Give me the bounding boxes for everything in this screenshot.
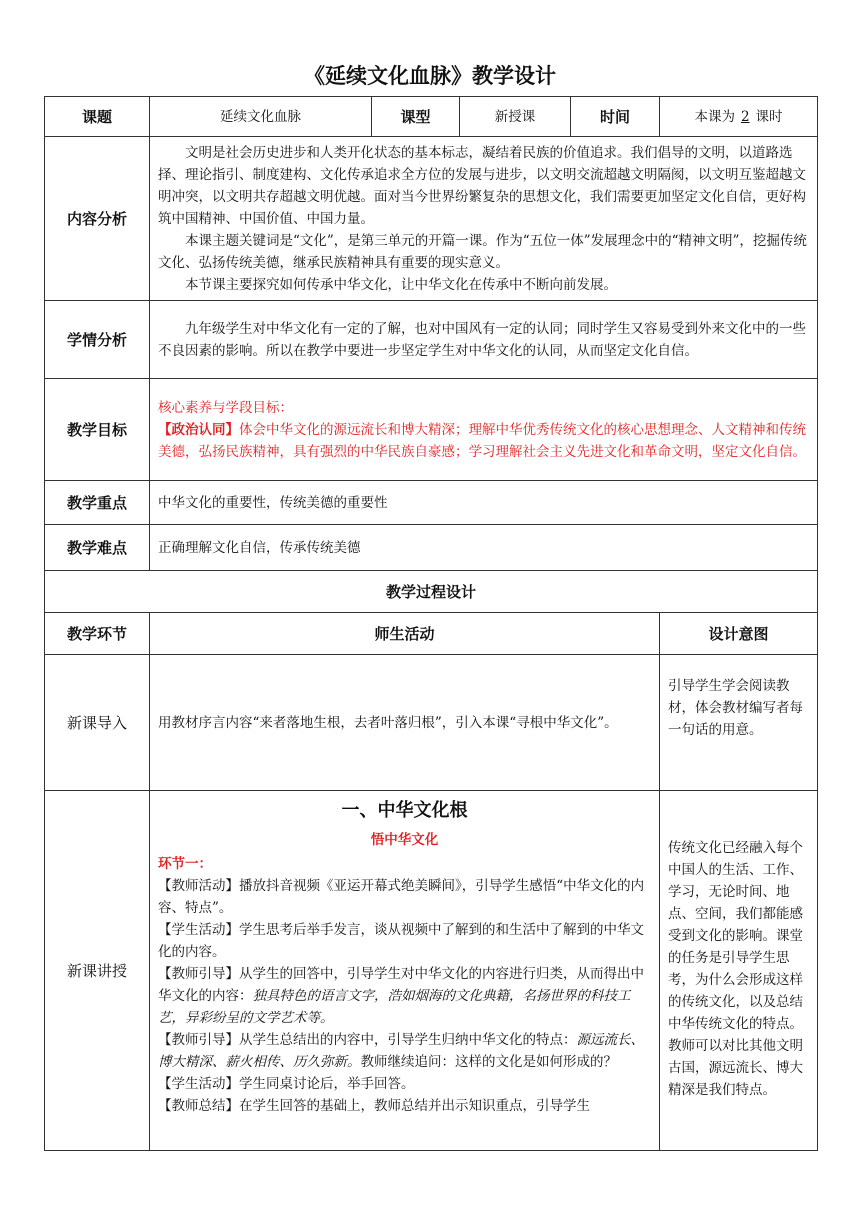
col-intent-header: 设计意图 — [660, 613, 818, 655]
objectives-heading: 核心素养与学段目标： — [158, 399, 293, 416]
process-title: 教学过程设计 — [45, 571, 818, 613]
lecture-item — [158, 1095, 651, 1117]
course-value: 延续文化血脉 — [150, 97, 372, 137]
item-text: 播放抖音视频《亚运开幕式绝美瞬间》，引导学生感悟“中华文化的内容、特点”。 — [158, 878, 645, 916]
lecture-intent: 传统文化已经融入每个中国人的生活、工作、学习，无论时间、地点、空间，我们都能感受到文化的影响。课堂的任务是引导学生思考，为什么会形成这样的传统文化，以及总结中华传统文化的特点。教师可以对比其他文明古国，源远流长、博大精深是我们特点。 — [660, 791, 818, 1151]
lecture-item — [158, 963, 651, 1029]
section-title: 一、中华文化根 — [341, 800, 468, 821]
time-number: 2 — [740, 108, 750, 125]
lecture-item — [158, 1029, 651, 1073]
objectives-row — [45, 379, 818, 481]
learning-paragraph: 九年级学生对中华文化有一定的了解，也对中国风有一定的认同；同时学生又容易受到外来文化中的一些不良因素的影响。所以在教学中要进一步坚定学生对中华文化的认同，从而坚定文化自信。 — [158, 320, 806, 359]
type-value: 新授课 — [460, 97, 571, 137]
time-value — [660, 97, 818, 137]
item-tag: 【学生活动】 — [158, 1076, 239, 1092]
item-tag: 【教师引导】 — [158, 966, 239, 982]
content-paragraph: 本节课主要探究如何传承中华文化，让中华文化在传承中不断向前发展。 — [185, 276, 617, 293]
content-paragraph: 本课主题关键词是“文化”，是第三单元的开篇一课。作为“五位一体”发展理念中的“精神文明”，挖掘传统文化、弘扬传统美德，继承民族精神具有重要的现实意义。 — [158, 232, 807, 271]
item-tag: 【教师活动】 — [158, 878, 239, 894]
difficulties-label: 教学难点 — [45, 525, 150, 571]
objectives-content: 体会中华文化的源远流长和博大精深；理解中华优秀传统文化的核心思想理念、人文精神和传统美德，弘扬民族精神，具有强烈的中华民族自豪感；学习理解社会主义先进文化和革命文明，坚定文化自信。 — [158, 421, 806, 460]
item-tag: 【教师引导】 — [158, 1032, 239, 1048]
key-points-text: 中华文化的重要性，传统美德的重要性 — [150, 481, 818, 525]
item-text: 在学生回答的基础上，教师总结并出示知识重点，引导学生 — [239, 1098, 590, 1114]
lesson-plan-table — [44, 96, 818, 1151]
objectives-text — [150, 379, 818, 481]
content-analysis-label: 内容分析 — [45, 137, 150, 301]
intro-activity: 用教材序言内容“来者落地生根，去者叶落归根”，引入本课“寻根中华文化”。 — [150, 655, 660, 791]
key-points-label: 教学重点 — [45, 481, 150, 525]
process-header-row — [45, 613, 818, 655]
type-label: 课型 — [372, 97, 460, 137]
learning-analysis-text — [150, 301, 818, 379]
time-suffix: 课时 — [755, 108, 783, 125]
learning-analysis-row — [45, 301, 818, 379]
time-label: 时间 — [571, 97, 660, 137]
item-text: 教师继续追问：这样的文化是如何形成的？ — [360, 1054, 617, 1070]
col-stage-header: 教学环节 — [45, 613, 150, 655]
lecture-stage: 新课讲授 — [45, 791, 150, 1151]
item-tag: 【教师总结】 — [158, 1098, 239, 1114]
step-label: 环节一： — [158, 856, 212, 872]
process-title-row — [45, 571, 818, 613]
item-emphasis: 源远流长、博大精深、薪火相传、历久弥新。 — [158, 1032, 644, 1070]
objectives-label: 教学目标 — [45, 379, 150, 481]
learning-analysis-label: 学情分析 — [45, 301, 150, 379]
lecture-item — [158, 875, 651, 919]
intro-intent: 引导学生学会阅读教材，体会教材编写者每一句话的用意。 — [660, 655, 818, 791]
content-paragraph: 文明是社会历史进步和人类开化状态的基本标志，凝结着民族的价值追求。我们倡导的文明，以道路选择、理论指引、制度建构、文化传承追求全方位的发展与进步，以文明交流超越文明隔阂，以文明互鉴超越文明冲突，以文明共存超越文明优越。面对当今世界纷繁复杂的思想文化，我们需要更加坚定文化自信，更好构筑中国精神、中国价值、中国力量。 — [158, 144, 806, 227]
difficulties-text: 正确理解文化自信，传承传统美德 — [150, 525, 818, 571]
item-tag: 【学生活动】 — [158, 922, 239, 938]
item-text: 从学生的回答中，引导学生对中华文化的内容进行归类，从而得出中华文化的内容： — [158, 966, 644, 1004]
sub-title: 悟中华文化 — [370, 832, 439, 848]
time-prefix: 本课为 — [694, 108, 735, 125]
lecture-item — [158, 1073, 651, 1095]
document-title: 《延续文化血脉》教学设计 — [304, 64, 556, 88]
objectives-tag: 【政治认同】 — [158, 421, 239, 438]
item-text: 从学生总结出的内容中，引导学生归纳中华文化的特点： — [239, 1032, 577, 1048]
intro-row — [45, 655, 818, 791]
header-row — [45, 97, 818, 137]
item-text: 学生同桌讨论后，举手回答。 — [239, 1076, 415, 1092]
key-points-row — [45, 481, 818, 525]
course-label: 课题 — [45, 97, 150, 137]
lecture-row — [45, 791, 818, 1151]
col-activity-header: 师生活动 — [150, 613, 660, 655]
item-text: 学生思考后举手发言，谈从视频中了解到的和生活中了解到的中华文化的内容。 — [158, 922, 644, 960]
content-analysis-text — [150, 137, 818, 301]
difficulties-row — [45, 525, 818, 571]
intro-stage: 新课导入 — [45, 655, 150, 791]
lecture-item — [158, 919, 651, 963]
lecture-activity — [150, 791, 660, 1151]
content-analysis-row — [45, 137, 818, 301]
item-emphasis: 独具特色的语言文字，浩如烟海的文化典籍，名扬世界的科技工艺，异彩纷呈的文学艺术等。 — [158, 988, 631, 1026]
objectives-body — [158, 419, 809, 463]
